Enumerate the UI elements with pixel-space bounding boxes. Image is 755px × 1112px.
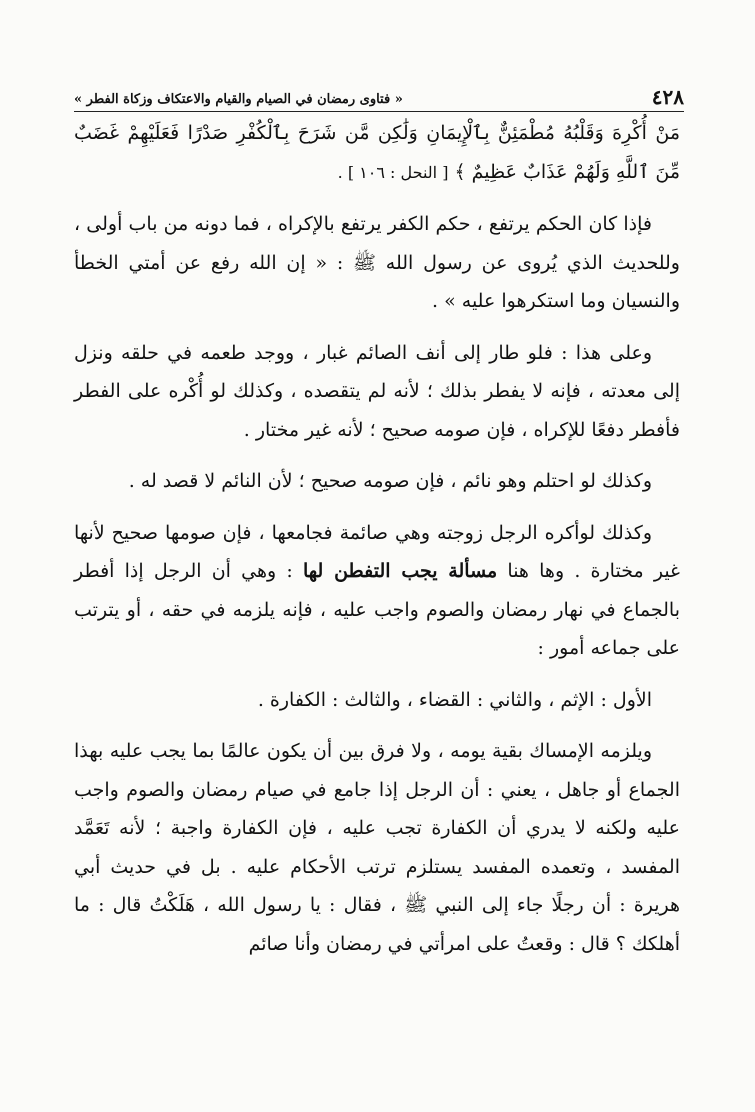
- header-rule: [74, 111, 684, 112]
- emphasized-phrase: مسألة يجب التفطن لها: [302, 560, 498, 582]
- quran-verse: مَنْ أُكْرِهَ وَقَلْبُهُ مُطْمَئِنٌّ بِٱلْإِيمَانِ وَلَٰكِن مَّن شَرَحَ بِٱلْكُفْرِ صَدْرًا فَعَلَيْهِمْ غَضَبٌ مِّنَ ٱللَّهِ وَلَهُمْ عَذَابٌ عَظِيمٌ ﴾: [74, 122, 680, 183]
- paragraph-verse: [74, 114, 680, 192]
- paragraph: وعلى هذا : فلو طار إلى أنف الصائم غبار ، ووجد طعمه في حلقه ونزل إلى معدته ، فإنه لا يفطر بذلك ؛ لأنه لم يتقصده ، وكذلك لو أُكْره على الفطر فأفطر دفعًا للإكراه ، فإن صومه صحيح ؛ لأنه غير مختار .: [74, 341, 680, 441]
- page-body: [74, 114, 680, 976]
- paragraph: ويلزمه الإمساك بقية يومه ، ولا فرق بين أن يكون عالمًا بما يجب عليه بهذا الجماع أو جاهل ، يعني : أن الرجل إذا جامع في صيام رمضان والصوم واجب عليه ولكنه لا يدري أن الكفارة تجب عليه ، فإن الكفارة واجبة ؛ لأنه تَعَمَّد المفسد ، وتعمده المفسد يستلزم ترتب الأحكام عليه . بل في حديث أبي هريرة : أن رجلًا جاء إلى النبي ﷺ ، فقال : يا رسول الله ، هَلَكْتُ قال : ما أهلكك ؟ قال : وقعتُ على امرأتي في رمضان وأنا صائم: [74, 740, 680, 955]
- verse-reference: [ النحل : ١٠٦ ] .: [337, 162, 449, 182]
- paragraph-text: وكذلك لوأكره الرجل زوجته وهي صائمة فجامعها ، فإن صومها صحيح لأنها غير مختارة . وها هنا: [74, 521, 680, 582]
- paragraph: وكذلك لو احتلم وهو نائم ، فإن صومه صحيح ؛ لأن النائم لا قصد له .: [128, 470, 652, 492]
- page-header: [74, 80, 684, 110]
- running-title: « فتاوى رمضان في الصيام والقيام والاعتكاف وزكاة الفطر »: [74, 92, 403, 107]
- paragraph-text: : وهي أن الرجل إذا أفطر بالجماع في نهار رمضان والصوم واجب عليه ، فإنه يلزمه في حقه ، أو يترتب على جماعه أمور :: [74, 560, 680, 659]
- paragraph: [74, 514, 680, 668]
- paragraph: فإذا كان الحكم يرتفع ، حكم الكفر يرتفع بالإكراه ، فما دونه من باب أولى ، وللحديث الذي يُروى عن رسول الله ﷺ : « إن الله رفع عن أمتي الخطأ والنسيان وما استكرهوا عليه » .: [74, 213, 680, 312]
- page-number: ٤٢٨: [651, 85, 684, 109]
- paragraph: الأول : الإثم ، والثاني : القضاء ، والثالث : الكفارة .: [257, 688, 652, 711]
